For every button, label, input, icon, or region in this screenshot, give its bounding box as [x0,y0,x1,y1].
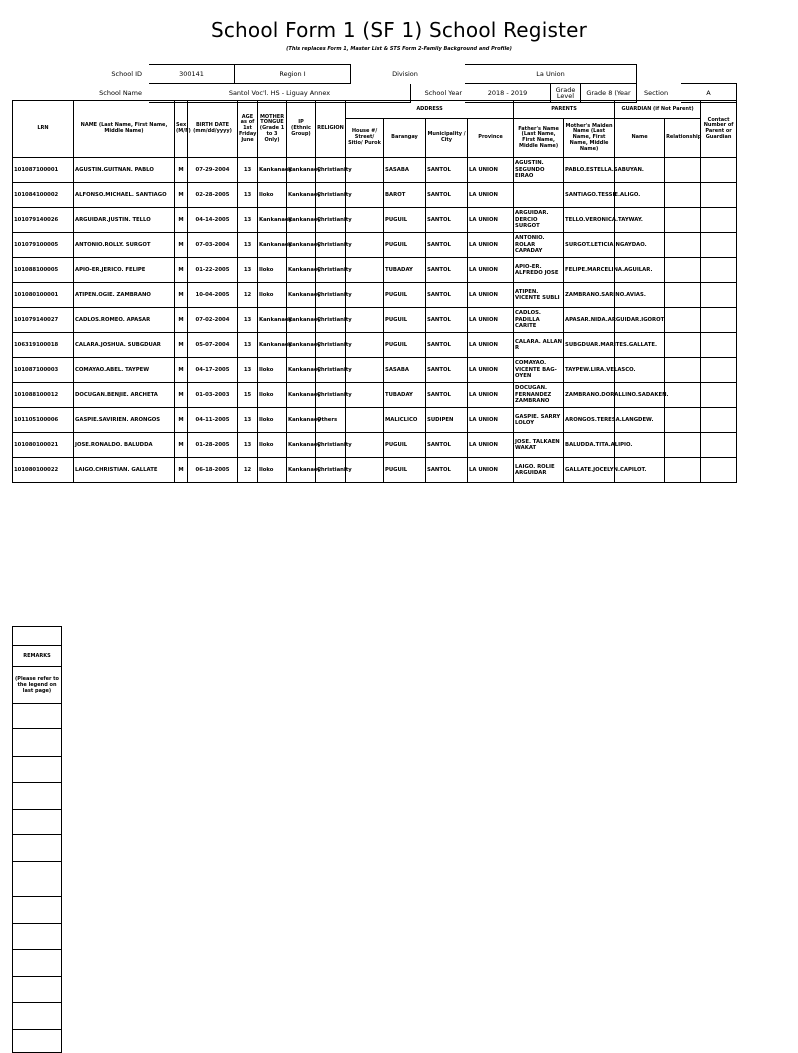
col-mother: Mother's Maiden Name (Last Name, First Name, Middle Name) [564,119,615,158]
student-birth-date: 07-29-2004 [188,158,238,183]
remarks-column [12,626,62,1053]
student-name: JOSE.RONALDO. BALUDDA [74,433,175,458]
student-lrn: 106319100018 [13,333,74,358]
division-value: La Union [465,65,637,84]
student-mother-tongue: Iloko [258,183,287,208]
student-mother-tongue: Kankanaey [258,158,287,183]
student-barangay: TUBADAY [384,383,426,408]
student-birth-date: 05-07-2004 [188,333,238,358]
col-parents: PARENTS [514,101,615,119]
student-sex: M [175,333,188,358]
student-lrn: 101088100005 [13,258,74,283]
student-birth-date: 01-03-2003 [188,383,238,408]
student-birth-date: 04-11-2005 [188,408,238,433]
student-ip: Kankanaey [287,433,316,458]
student-lrn: 101079140026 [13,208,74,233]
student-age: 13 [238,208,258,233]
student-religion: Christianity [316,258,346,283]
student-mother-tongue: Iloko [258,408,287,433]
student-municipality: SANTOL [426,383,468,408]
form-title: School Form 1 (SF 1) School Register [210,18,588,42]
table-row [13,208,737,233]
student-municipality: SANTOL [426,283,468,308]
student-lrn: 101079100005 [13,233,74,258]
student-father: LAIGO. ROLIE ARGUIDAR [514,458,564,483]
student-mother: GALLATE.JOCELYN.CAPILOT. [564,458,615,483]
student-birth-date: 01-22-2005 [188,258,238,283]
student-birth-date: 06-18-2005 [188,458,238,483]
table-row [13,258,737,283]
table-row [13,333,737,358]
student-barangay: PUGUIL [384,283,426,308]
student-contact [701,408,737,433]
table-row [13,183,737,208]
table-row [13,158,737,183]
student-birth-date: 04-14-2005 [188,208,238,233]
student-name: ALFONSO.MICHAEL. SANTIAGO [74,183,175,208]
student-register-table [12,100,737,483]
student-father: DOCUGAN. FERNANDEZ ZAMBRANO [514,383,564,408]
student-relationship [665,433,701,458]
student-father: AGUSTIN. SEGUNDO EIRAO [514,158,564,183]
student-mother: APASAR.NIDA.ARGUIDAR.IGOROT [564,308,615,333]
col-barangay: Barangay [384,119,426,158]
student-ip: Kankanaey [287,308,316,333]
student-relationship [665,158,701,183]
student-ip: Kankanaey [287,458,316,483]
grade-level-value: Grade 8 (Year [581,84,637,103]
student-contact [701,183,737,208]
student-age: 13 [238,308,258,333]
student-relationship [665,408,701,433]
student-municipality: SANTOL [426,208,468,233]
student-contact [701,308,737,333]
student-religion: Christianity [316,433,346,458]
student-relationship [665,358,701,383]
student-province: LA UNION [468,283,514,308]
remarks-cell [13,977,62,1003]
student-barangay: PUGUIL [384,433,426,458]
student-contact [701,383,737,408]
student-age: 13 [238,158,258,183]
school-info-grid [60,64,737,103]
student-relationship [665,283,701,308]
col-name: NAME (Last Name, First Name, Middle Name) [74,101,175,158]
student-relationship [665,233,701,258]
student-municipality: SANTOL [426,183,468,208]
student-barangay: TUBADAY [384,258,426,283]
student-sex: M [175,233,188,258]
student-age: 13 [238,233,258,258]
student-province: LA UNION [468,333,514,358]
student-province: LA UNION [468,258,514,283]
student-province: LA UNION [468,358,514,383]
student-contact [701,158,737,183]
student-religion: Christianity [316,458,346,483]
student-name: AGUSTIN.GUITNAN. PABLO [74,158,175,183]
student-age: 13 [238,358,258,383]
table-row [13,433,737,458]
student-contact [701,258,737,283]
school-name-label: School Name [99,89,142,97]
remarks-cell [13,862,62,897]
student-lrn: 101080100022 [13,458,74,483]
col-relationship: Relationship [665,119,701,158]
col-ip: IP (Ethnic Group) [287,101,316,158]
table-row [13,283,737,308]
student-relationship [665,308,701,333]
student-province: LA UNION [468,408,514,433]
col-lrn: LRN [13,101,74,158]
student-birth-date: 07-02-2004 [188,308,238,333]
col-house: House #/ Street/ Sitio/ Purok [346,119,384,158]
grade-level-label: Grade Level [551,84,581,103]
col-guardian-name: Name [615,119,665,158]
student-contact [701,283,737,308]
student-sex: M [175,283,188,308]
student-mother-tongue: Kankanaey [258,333,287,358]
student-sex: M [175,183,188,208]
section-label: Section [643,89,669,97]
student-relationship [665,208,701,233]
student-birth-date: 07-03-2004 [188,233,238,258]
student-lrn: 101105100006 [13,408,74,433]
student-religion: Christianity [316,183,346,208]
student-name: ATIPEN.OGIE. ZAMBRANO [74,283,175,308]
student-contact [701,233,737,258]
table-row [13,383,737,408]
student-relationship [665,458,701,483]
student-mother-tongue: Iloko [258,283,287,308]
col-municipality: Municipality / City [426,119,468,158]
student-birth-date: 01-28-2005 [188,433,238,458]
remarks-cell [13,835,62,862]
student-relationship [665,258,701,283]
student-lrn: 101087100001 [13,158,74,183]
student-mother-tongue: Iloko [258,383,287,408]
student-mother-tongue: Iloko [258,358,287,383]
remarks-note: (Please refer to the legend on last page) [13,667,62,704]
student-name: ANTONIO.ROLLY. SURGOT [74,233,175,258]
student-religion: Christianity [316,358,346,383]
col-mother-tongue: MOTHER TONGUE (Grade 1 to 3 Only) [258,101,287,158]
remarks-cell [13,897,62,924]
student-religion: Christianity [316,283,346,308]
table-row [13,308,737,333]
student-barangay: SASABA [384,358,426,383]
student-age: 12 [238,283,258,308]
student-sex: M [175,358,188,383]
student-name: ARGUIDAR.JUSTIN. TELLO [74,208,175,233]
student-ip: Kankanaey [287,358,316,383]
student-mother-tongue: Iloko [258,433,287,458]
student-ip: Kankanaey [287,208,316,233]
student-mother: SANTIAGO.TESSIE.ALIGO. [564,183,615,208]
student-age: 13 [238,333,258,358]
student-sex: M [175,308,188,333]
col-father: Father's Name (Last Name, First Name, Middle Name) [514,119,564,158]
student-ip: Kankanaey [287,258,316,283]
student-name: CADLOS.ROMEO. APASAR [74,308,175,333]
student-barangay: PUGUIL [384,458,426,483]
student-name: DOCUGAN.BENJIE. ARCHETA [74,383,175,408]
remarks-cell [13,783,62,810]
student-ip: Kankanaey [287,408,316,433]
student-lrn: 101087100003 [13,358,74,383]
student-municipality: SANTOL [426,158,468,183]
student-religion: Christianity [316,383,346,408]
student-barangay: SASABA [384,158,426,183]
student-municipality: SANTOL [426,458,468,483]
student-relationship [665,183,701,208]
student-contact [701,208,737,233]
student-mother: SUBGDUAR.MARITES.GALLATE. [564,333,615,358]
col-address: ADDRESS [346,101,514,119]
student-mother: FELIPE.MARCELINA.AGUILAR. [564,258,615,283]
student-barangay: BAROT [384,183,426,208]
student-name: LAIGO.CHRISTIAN. GALLATE [74,458,175,483]
student-barangay: PUGUIL [384,333,426,358]
student-contact [701,458,737,483]
student-father: COMAYAO. VICENTE BAG-OYEN [514,358,564,383]
student-municipality: SUDIPEN [426,408,468,433]
col-religion: RELIGION [316,101,346,158]
student-sex: M [175,208,188,233]
student-lrn: 101080100001 [13,283,74,308]
student-name: COMAYAO.ABEL. TAYPEW [74,358,175,383]
student-lrn: 101080100021 [13,433,74,458]
student-religion: Christianity [316,208,346,233]
remarks-cell [13,757,62,783]
student-contact [701,433,737,458]
student-contact [701,358,737,383]
remarks-cell [13,1003,62,1030]
student-father: CADLOS. PADILLA CARITE [514,308,564,333]
student-ip: Kankanaey [287,183,316,208]
student-barangay: PUGUIL [384,308,426,333]
student-mother: BALUDDA.TITA.ALIPIO. [564,433,615,458]
student-father [514,183,564,208]
student-ip: Kankanaey [287,383,316,408]
student-age: 15 [238,383,258,408]
student-ip: Kankanaey [287,283,316,308]
student-ip: Kankanaey [287,158,316,183]
register-body [13,158,737,483]
student-religion: Christianity [316,158,346,183]
student-province: LA UNION [468,233,514,258]
remarks-cell [13,950,62,977]
student-municipality: SANTOL [426,258,468,283]
student-name: GASPIE.SAVIRIEN. ARONGOS [74,408,175,433]
student-father: ATIPEN. VICENTE SUBLI [514,283,564,308]
col-age: AGE as of 1st Friday June [238,101,258,158]
student-sex: M [175,258,188,283]
remarks-cell [13,810,62,835]
remarks-cell [13,729,62,757]
student-barangay: PUGUIL [384,208,426,233]
school-name-value: Santol Voc'l. HS - Liguay Annex [149,84,411,103]
student-municipality: SANTOL [426,233,468,258]
remarks-cell [13,704,62,729]
school-year-value: 2018 - 2019 [465,84,551,103]
student-religion: Christianity [316,233,346,258]
student-name: APIO-ER.JERICO. FELIPE [74,258,175,283]
student-barangay: MALICLICO [384,408,426,433]
student-contact [701,333,737,358]
student-sex: M [175,458,188,483]
student-municipality: SANTOL [426,333,468,358]
student-mother-tongue: Kankanaey [258,208,287,233]
table-row [13,458,737,483]
student-birth-date: 02-28-2005 [188,183,238,208]
student-sex: M [175,158,188,183]
student-father: JOSE. TALKAEN WAKAT [514,433,564,458]
student-province: LA UNION [468,158,514,183]
student-birth-date: 04-17-2005 [188,358,238,383]
student-relationship [665,383,701,408]
student-province: LA UNION [468,383,514,408]
student-age: 13 [238,408,258,433]
col-sex: Sex (M/F) [175,101,188,158]
student-lrn: 101088100012 [13,383,74,408]
student-religion: Others [316,408,346,433]
student-mother-tongue: Iloko [258,458,287,483]
student-municipality: SANTOL [426,433,468,458]
student-religion: Christianity [316,333,346,358]
student-province: LA UNION [468,308,514,333]
student-mother: ZAMBRANO.DORALLINO.SADAKEN. [564,383,615,408]
student-relationship [665,333,701,358]
col-birth-date: BIRTH DATE (mm/dd/yyyy) [188,101,238,158]
student-birth-date: 10-04-2005 [188,283,238,308]
student-lrn: 101079140027 [13,308,74,333]
student-barangay: PUGUIL [384,233,426,258]
region-value: Region I [235,65,351,84]
student-name: CALARA.JOSHUA. SUBGDUAR [74,333,175,358]
student-province: LA UNION [468,433,514,458]
form-subtitle: (This replaces Form 1, Master List & STS Form 2-Family Background and Profile) [286,46,512,52]
student-ip: Kankanaey [287,333,316,358]
student-father: ANTONIO. ROLAR CAPADAY [514,233,564,258]
student-mother: TAYPEW.LIRA.VELASCO. [564,358,615,383]
student-province: LA UNION [468,458,514,483]
student-mother: ARONGOS.TERESA.LANGDEW. [564,408,615,433]
section-value: A [681,84,737,103]
table-row [13,358,737,383]
col-contact: Contact Number of Parent or Guardian [701,101,737,158]
school-year-label: School Year [424,89,463,97]
remarks-title: REMARKS [13,646,62,667]
student-mother-tongue: Iloko [258,258,287,283]
student-father: GASPIE. SARRY LOLOY [514,408,564,433]
student-age: 13 [238,183,258,208]
remarks-cell [13,1030,62,1053]
student-mother: TELLO.VERONICA.TAYWAY. [564,208,615,233]
student-age: 13 [238,258,258,283]
school-id-value: 300141 [149,65,235,84]
col-guardian: GUARDIAN (if Not Parent) [615,101,701,119]
student-province: LA UNION [468,208,514,233]
student-sex: M [175,408,188,433]
student-ip: Kankanaey [287,233,316,258]
student-sex: M [175,383,188,408]
division-label: Division [392,70,418,78]
student-age: 12 [238,458,258,483]
student-province: LA UNION [468,183,514,208]
student-lrn: 101084100002 [13,183,74,208]
remarks-cell [13,924,62,950]
student-father: APIO-ER. ALFREDO JOSE [514,258,564,283]
student-mother-tongue: Kankanaey [258,233,287,258]
table-row [13,408,737,433]
col-province: Province [468,119,514,158]
table-row [13,233,737,258]
student-mother: PABLO.ESTELLA.SABUYAN. [564,158,615,183]
student-mother: SURGOT.LETICIA.NGAYDAO. [564,233,615,258]
student-religion: Christianity [316,308,346,333]
student-mother: ZAMBRANO.SARINO.AVIAS. [564,283,615,308]
student-father: ARGUIDAR. DERCIO SURGOT [514,208,564,233]
student-municipality: SANTOL [426,308,468,333]
student-house [346,408,384,433]
student-municipality: SANTOL [426,358,468,383]
student-sex: M [175,433,188,458]
school-id-label: School ID [111,70,142,78]
student-father: CALARA. ALLAN R [514,333,564,358]
student-mother-tongue: Kankanaey [258,308,287,333]
student-age: 13 [238,433,258,458]
